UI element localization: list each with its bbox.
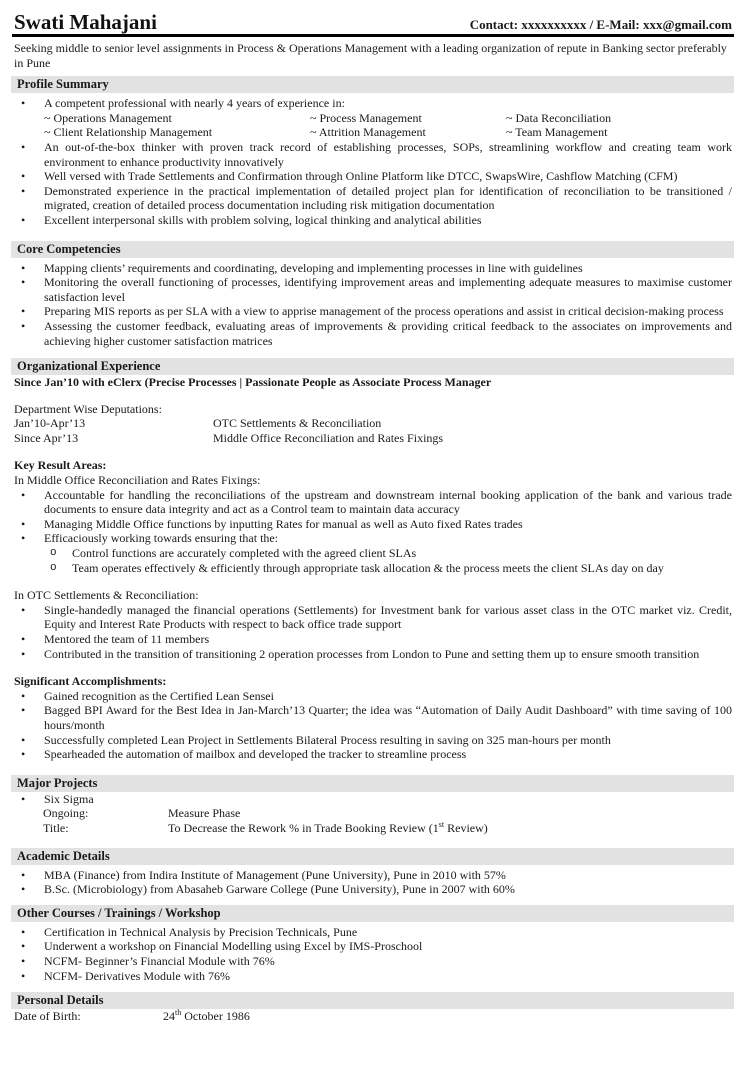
list-item: • Underwent a workshop on Financial Modelling using Excel by IMS-Proschool <box>14 939 732 954</box>
list-item: • Accountable for handling the reconciliations of the upstream and downstream internal booking application of the bank and various trade documents to ensure data integrity and act as a Control team to maintain data accuracy <box>14 488 732 517</box>
dob-row <box>14 1009 732 1024</box>
project-detail-row <box>43 821 732 836</box>
bullet-marker: • <box>21 139 26 154</box>
bullet-marker: • <box>21 212 26 227</box>
bullet-marker: • <box>21 602 26 617</box>
section-title-core-competencies: Core Competencies <box>11 241 734 258</box>
deputation-department: Middle Office Reconciliation and Rates Fixings <box>213 430 444 445</box>
bullet-marker: • <box>21 867 26 882</box>
deputation-period: Since Apr’13 <box>14 430 79 445</box>
bullet-marker: • <box>21 169 26 184</box>
list-item: • Mentored the team of 11 members <box>14 632 732 647</box>
list-item: • A competent professional with nearly 4 years of experience in: <box>14 96 732 111</box>
list-item: • Gained recognition as the Certified Lean Sensei <box>14 689 732 704</box>
list-item: • Managing Middle Office functions by inputting Rates for manual as well as Auto fixed Rates trades <box>14 517 732 532</box>
skills-grid <box>44 111 732 140</box>
section-title-academic-details: Academic Details <box>11 848 734 865</box>
key-result-areas-heading: Key Result Areas: <box>14 458 107 473</box>
project-detail-label: Ongoing: <box>43 806 89 821</box>
project-detail-row <box>43 806 732 821</box>
list-item: • Monitoring the overall functioning of processes, identifying improvement areas and implementing adequate measures to maximise customer satisfaction level <box>14 275 732 304</box>
bullet-marker: • <box>21 487 26 502</box>
bullet-marker: • <box>21 924 26 939</box>
list-item <box>14 792 732 807</box>
list-item: • Mapping clients’ requirements and coordinating, developing and implementing processes in line with guidelines <box>14 261 732 276</box>
list-item: • Excellent interpersonal skills with problem solving, logical thinking and analytical abilities <box>14 213 732 228</box>
skill-item: ~ Team Management <box>506 125 608 140</box>
bullet-marker: • <box>21 791 26 806</box>
bullet-marker: • <box>21 531 26 546</box>
deputation-row <box>14 431 732 446</box>
bullet-marker: • <box>21 318 26 333</box>
project-detail-value: Measure Phase <box>168 806 241 821</box>
bullet-marker: • <box>21 304 26 319</box>
bullet-marker: • <box>21 183 26 198</box>
list-item: • Well versed with Trade Settlements and Confirmation through Online Platform like DTCC, SwapsWire, Cashflow Matching (CFM) <box>14 169 732 184</box>
bullet-marker: • <box>21 260 26 275</box>
project-detail-label: Title: <box>43 820 69 835</box>
skill-item: ~ Attrition Management <box>310 125 426 140</box>
skill-item: ~ Client Relationship Management <box>44 125 213 140</box>
candidate-name: Swati Mahajani <box>14 10 157 34</box>
otc-subheading: In OTC Settlements & Reconciliation: <box>14 588 199 603</box>
list-item: • Certification in Technical Analysis by Precision Technicals, Pune <box>14 925 732 940</box>
list-item: • Assessing the customer feedback, evaluating areas of improvements & providing critical feedback to the associates on improvements and achieving higher customer satisfaction matrices <box>14 319 732 348</box>
header-rule <box>12 34 734 37</box>
list-item: • B.Sc. (Microbiology) from Abasaheb Garware College (Pune University), Pune in 2007 with 60% <box>14 882 732 897</box>
list-item: • Successfully completed Lean Project in Settlements Bilateral Process resulting in saving on 325 man-hours per month <box>14 733 732 748</box>
sub-list-item: o Control functions are accurately completed with the agreed client SLAs <box>44 546 732 561</box>
section-title-other-courses: Other Courses / Trainings / Workshop <box>11 905 734 922</box>
list-item: • Single-handedly managed the financial operations (Settlements) for Investment bank for various asset class in the OTC market viz. Credit, Equity and Interest Rate Products with respect to back office trade support <box>14 603 732 632</box>
bullet-marker: • <box>21 688 26 703</box>
list-item: • NCFM- Derivatives Module with 76% <box>14 969 732 984</box>
bullet-marker: • <box>21 968 26 983</box>
list-item: • Bagged BPI Award for the Best Idea in Jan-March’13 Quarter; the idea was “Automation of Daily Audit Dashboard” with time saving of 100 hours/month <box>14 703 732 732</box>
header <box>14 10 732 34</box>
section-title-profile-summary: Profile Summary <box>11 76 734 93</box>
bullet-marker: • <box>21 703 26 718</box>
employer-role-line: Since Jan’10 with eClerx (Precise Processes | Passionate People as Associate Process Manager <box>14 375 492 390</box>
sub-list-item: o Team operates effectively & efficiently through appropriate task allocation & the process meets the client SLAs day on day <box>44 561 732 576</box>
bullet-marker: • <box>21 747 26 762</box>
bullet-marker: • <box>21 275 26 290</box>
bullet-marker: • <box>21 939 26 954</box>
deputation-period: Jan’10-Apr’13 <box>14 416 86 431</box>
skill-item: ~ Operations Management <box>44 110 172 125</box>
deputations-heading: Department Wise Deputations: <box>14 401 162 416</box>
deputation-department: OTC Settlements & Reconciliation <box>213 416 382 431</box>
list-item: • Spearheaded the automation of mailbox and developed the tracker to streamline process <box>14 747 732 762</box>
middle-office-subheading: In Middle Office Reconciliation and Rates Fixings: <box>14 473 261 488</box>
dob-value: 24th October 1986 <box>163 1008 250 1024</box>
contact-info: Contact: xxxxxxxxxx / E-Mail: xxx@gmail.com <box>469 17 732 33</box>
bullet-marker: • <box>21 632 26 646</box>
objective-text: Seeking middle to senior level assignments in Process & Operations Management with a leading organization of repute in Banking sector preferably in Pune <box>14 41 727 70</box>
deputation-row <box>14 416 732 431</box>
significant-accomplishments-heading: Significant Accomplishments: <box>14 674 167 689</box>
list-item: • An out-of-the-box thinker with proven track record of establishing processes, SOPs, streamlining workflow and creating team work environment to enhance productivity innovatively <box>14 140 732 169</box>
project-name: Six Sigma <box>44 791 94 806</box>
list-item: • MBA (Finance) from Indira Institute of Management (Pune University), Pune in 2010 with 57% <box>14 868 732 883</box>
bullet-marker: • <box>21 732 26 747</box>
project-detail-value: To Decrease the Rework % in Trade Booking Review (1st Review) <box>168 819 488 835</box>
bullet-marker: • <box>21 953 26 968</box>
list-item: • Efficaciously working towards ensuring that the: <box>14 531 732 546</box>
list-item: • Demonstrated experience in the practical implementation of detailed project plan for identification of reconciliation to be transitioned / migrated, creation of detailed process documentation including risk mitigation documentation <box>14 184 732 213</box>
list-item: • NCFM- Beginner’s Financial Module with 76% <box>14 954 732 969</box>
sub-bullet-marker: o <box>50 547 57 560</box>
list-item: • Preparing MIS reports as per SLA with a view to apprise management of the process operations and assist in critical decision-making process <box>14 304 732 319</box>
skill-item: ~ Data Reconciliation <box>506 110 612 125</box>
sub-bullet-marker: o <box>50 561 57 574</box>
bullet-marker: • <box>21 516 26 531</box>
dob-label: Date of Birth: <box>14 1009 81 1024</box>
section-title-major-projects: Major Projects <box>11 775 734 792</box>
skill-item: ~ Process Management <box>310 110 422 125</box>
bullet-marker: • <box>21 646 26 661</box>
section-title-personal-details: Personal Details <box>11 992 734 1009</box>
section-title-organizational-experience: Organizational Experience <box>11 358 734 375</box>
bullet-marker: • <box>21 882 26 897</box>
bullet-marker: • <box>21 96 26 111</box>
list-item: • Contributed in the transition of transitioning 2 operation processes from London to Pune and setting them up to ensure smooth transition <box>14 647 732 662</box>
